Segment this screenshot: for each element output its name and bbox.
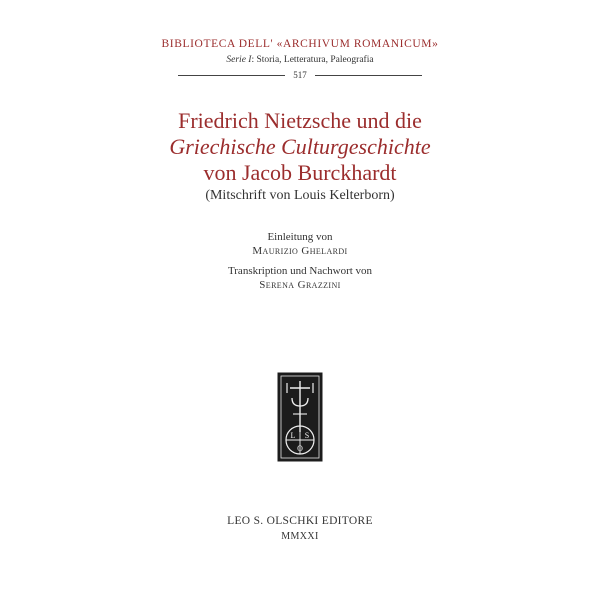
book-title-line-3: von Jacob Burckhardt <box>203 160 397 185</box>
publisher-name: LEO S. OLSCHKI EDITORE <box>227 515 373 527</box>
transcription-label: Transkription und Nachwort von <box>227 265 373 277</box>
book-title-line-2: Griechische Culturgeschichte <box>169 134 431 159</box>
series-label: Serie I <box>226 55 252 65</box>
emblem-letter-l: L <box>290 431 296 440</box>
book-subtitle: (Mitschrift von Louis Kelterborn) <box>205 188 395 203</box>
series-title: BIBLIOTECA DELL' «ARCHIVUM ROMANICUM» <box>161 38 439 50</box>
transcription-name: Serena Grazzini <box>259 279 341 291</box>
publisher-emblem-icon <box>270 372 330 462</box>
emblem-letter-o: O <box>297 444 303 453</box>
right-rule <box>315 75 422 76</box>
left-rule <box>178 75 285 76</box>
intro-name: Maurizio Ghelardi <box>252 245 348 257</box>
series-number: 517 <box>293 70 307 80</box>
series-number-row <box>178 68 422 82</box>
emblem-letter-s: S <box>304 431 310 440</box>
publication-year: MMXXI <box>281 531 319 542</box>
series-subtitle-text: : Storia, Letteratura, Paleografia <box>251 55 374 65</box>
series-subtitle <box>0 55 600 65</box>
book-title-line-1: Friedrich Nietzsche und die <box>178 108 422 133</box>
intro-label: Einleitung von <box>267 231 333 243</box>
